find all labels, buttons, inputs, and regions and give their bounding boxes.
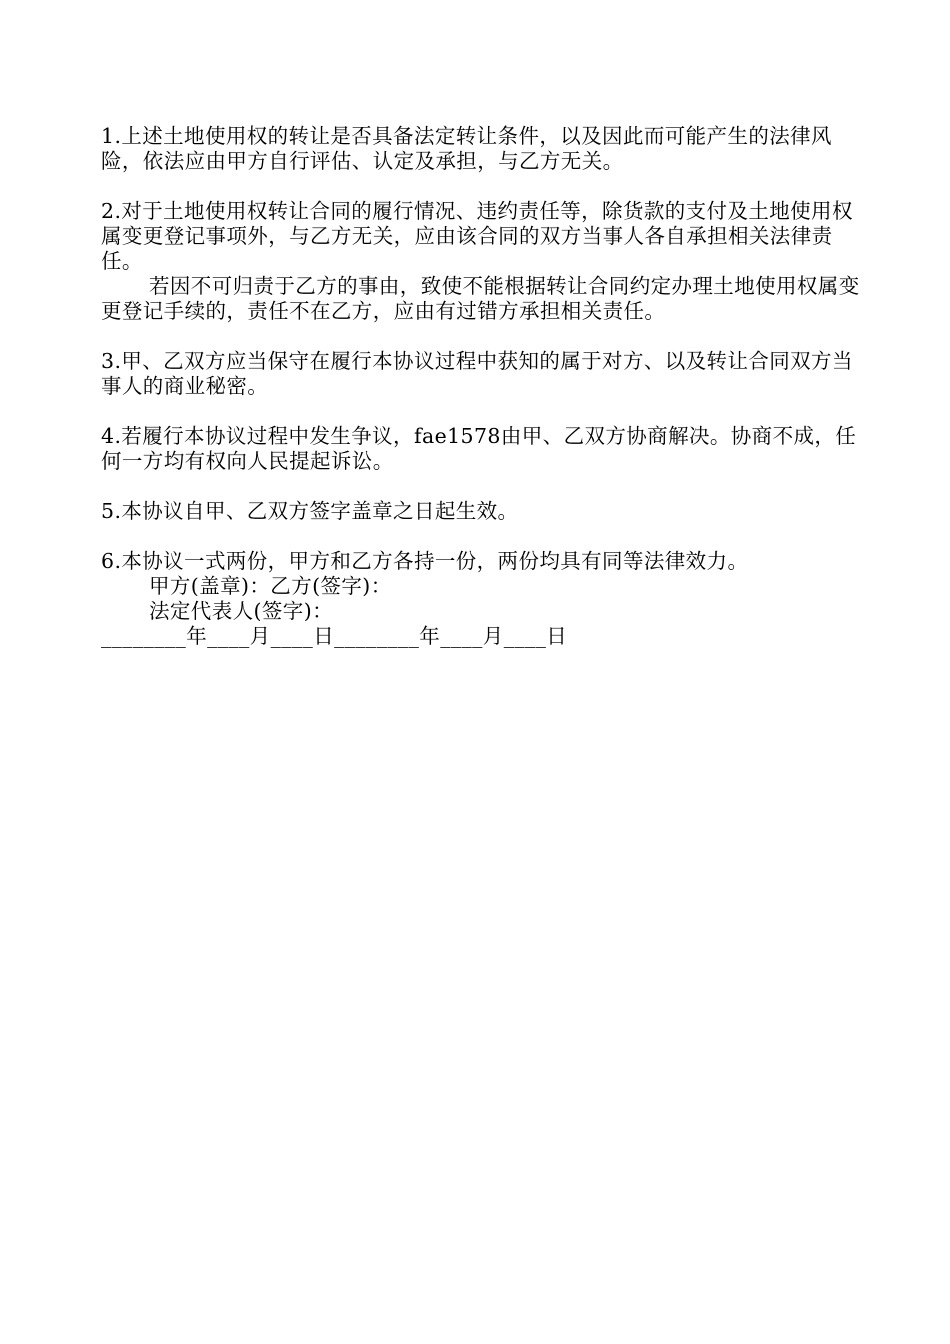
signature-parties-line: 甲方(盖章)：乙方(签字)： <box>149 574 392 598</box>
clause-2-continuation: 若因不可归责于乙方的事由，致使不能根据转让合同约定办理土地使用权属变更登记手续的，责任不在乙方，应由有过错方承担相关责任。 <box>101 274 860 323</box>
clause-4: 4.若履行本协议过程中发生争议，fae1578由甲、乙双方协商解决。协商不成，任何一方均有权向人民提起诉讼。 <box>101 424 857 473</box>
clause-2: 2.对于土地使用权转让合同的履行情况、违约责任等，除货款的支付及土地使用权属变更登记事项外，与乙方无关，应由该合同的双方当事人各自承担相关法律责任。 <box>101 199 853 273</box>
signature-representative-line: 法定代表人(签字)： <box>149 599 333 623</box>
signature-date-line: ________年____月____日________年____月____日 <box>101 624 568 648</box>
paragraph-spacer <box>101 399 861 424</box>
paragraph-spacer <box>101 524 861 549</box>
paragraph-spacer <box>101 474 861 499</box>
clause-1: 1.上述土地使用权的转让是否具备法定转让条件，以及因此而可能产生的法律风险，依法应由甲方自行评估、认定及承担，与乙方无关。 <box>101 124 832 173</box>
clause-6: 6.本协议一式两份，甲方和乙方各持一份，两份均具有同等法律效力。 <box>101 549 749 573</box>
paragraph-spacer <box>101 174 861 199</box>
paragraph-spacer <box>101 324 861 349</box>
clause-5: 5.本协议自甲、乙双方签字盖章之日起生效。 <box>101 499 519 523</box>
clause-3: 3.甲、乙双方应当保守在履行本协议过程中获知的属于对方、以及转让合同双方当事人的商业秘密。 <box>101 349 853 398</box>
document-body <box>101 124 861 649</box>
